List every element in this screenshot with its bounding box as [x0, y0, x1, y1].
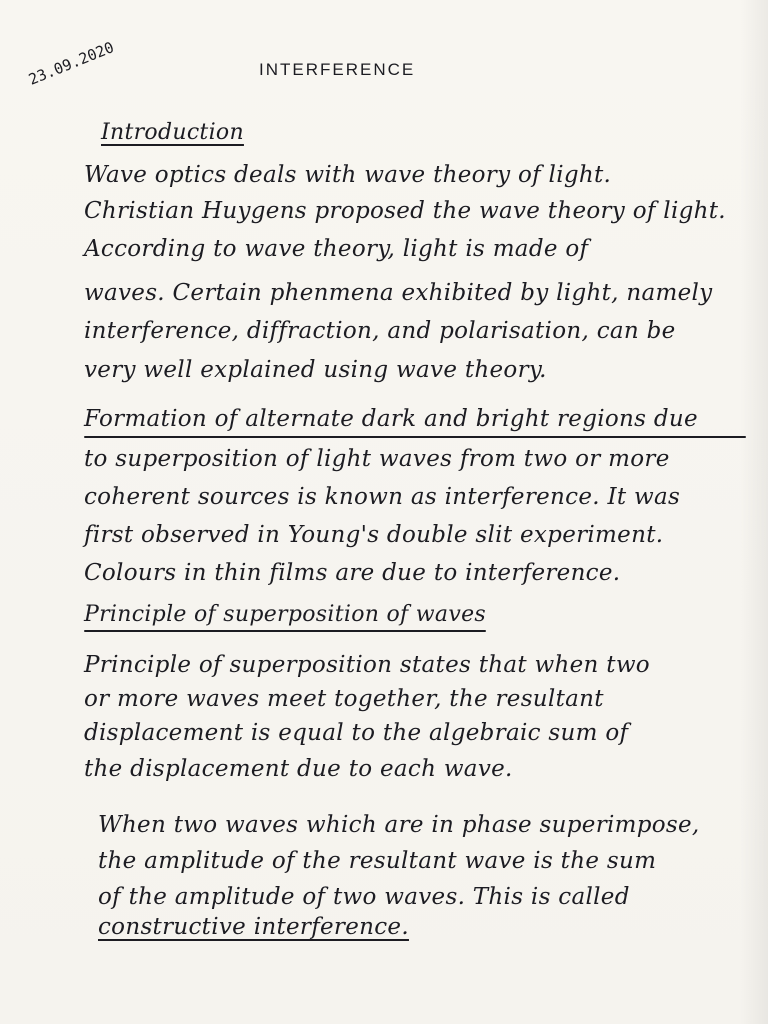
constructive-line: constructive interference. [98, 914, 409, 940]
intro-heading: Introduction [101, 120, 244, 145]
principle-line: or more waves meet together, the resultant [84, 686, 604, 712]
intro-line: very well explained using wave theory. [84, 357, 547, 383]
principle-line: Principle of superposition states that when two [84, 652, 650, 678]
intro-line: According to wave theory, light is made of [84, 236, 589, 262]
definition-line: Colours in thin films are due to interference. [84, 560, 621, 586]
principle-line: the displacement due to each wave. [84, 756, 513, 782]
intro-line: waves. Certain phenmena exhibited by light, namely [84, 280, 713, 306]
intro-line: interference, diffraction, and polarisation, can be [84, 318, 676, 344]
date-stamp: 23.09.2020 [26, 38, 117, 89]
constructive-line: of the amplitude of two waves. This is called [98, 884, 630, 910]
constructive-line: the amplitude of the resultant wave is the sum [98, 848, 657, 874]
definition-line: coherent sources is known as interference. It was [84, 484, 681, 510]
definition-line: first observed in Young's double slit experiment. [84, 522, 664, 548]
heading-rule [84, 630, 486, 632]
definition-line: Formation of alternate dark and bright regions due [84, 406, 698, 432]
intro-line: Christian Huygens proposed the wave theory of light. [84, 198, 726, 224]
principle-line: displacement is equal to the algebraic sum of [84, 720, 629, 746]
page-edge-shadow [740, 0, 768, 1024]
constructive-line: When two waves which are in phase superimpose, [98, 812, 700, 838]
principle-heading: Principle of superposition of waves [84, 602, 486, 627]
underline-rule [84, 436, 746, 438]
definition-line: to superposition of light waves from two or more [84, 446, 670, 472]
intro-line: Wave optics deals with wave theory of light. [84, 162, 612, 188]
page-title: INTERFERENCE [259, 60, 416, 79]
